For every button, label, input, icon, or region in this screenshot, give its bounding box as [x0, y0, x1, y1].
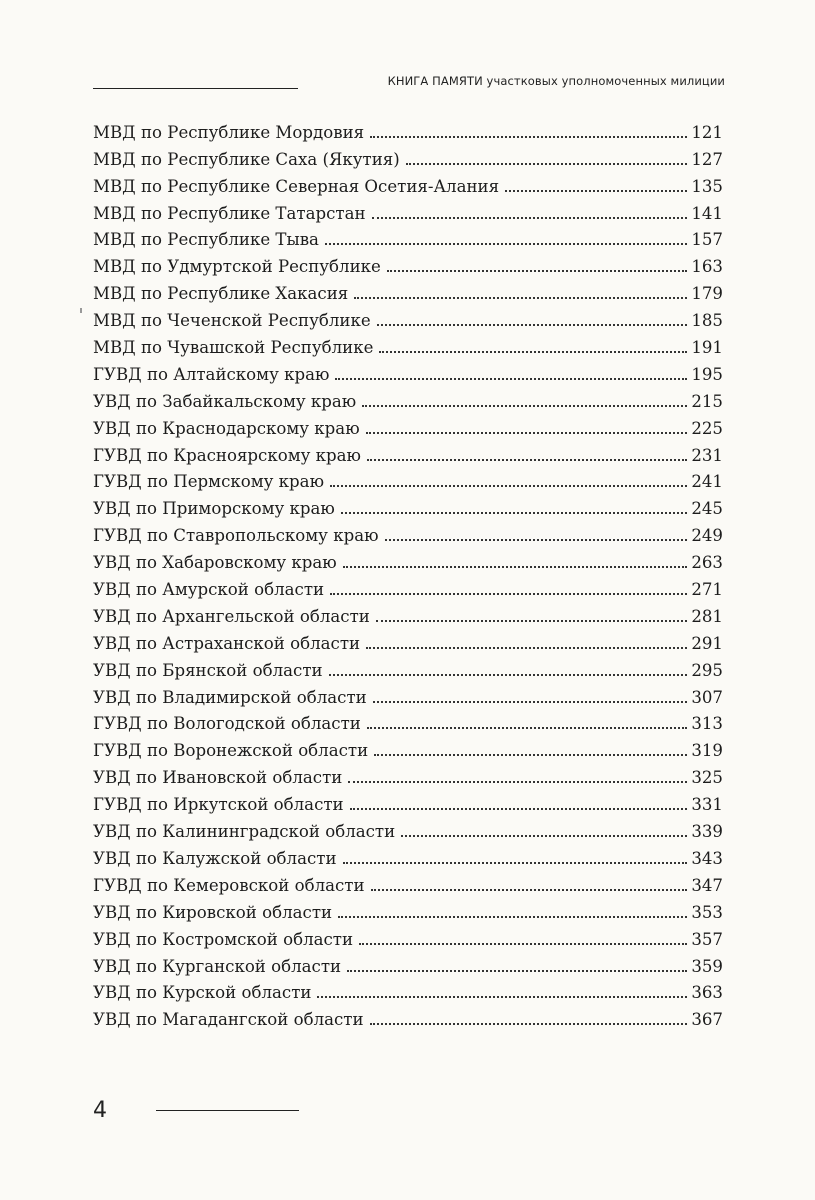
dot-leader	[385, 539, 688, 541]
toc-entry	[93, 546, 723, 573]
toc-entry	[93, 977, 723, 1004]
toc-entry	[93, 654, 723, 681]
toc-entry	[93, 950, 723, 977]
toc-entry-label: УВД по Забайкальскому краю	[93, 391, 357, 411]
toc-entry	[93, 761, 723, 788]
toc-entry-page: 215	[691, 391, 723, 411]
toc-entry-label: ГУВД по Пермскому краю	[93, 472, 325, 492]
dot-leader	[341, 512, 687, 514]
toc-entry-label: УВД по Амурской области	[93, 580, 325, 600]
dot-leader	[374, 754, 687, 756]
toc-entry	[93, 331, 723, 358]
dot-leader	[370, 136, 687, 138]
toc-entry-page: 339	[691, 822, 723, 842]
running-header-title: КНИГА ПАМЯТИ участковых уполномоченных милиции	[387, 74, 725, 88]
toc-entry-label: УВД по Ивановской области	[93, 768, 343, 788]
toc-entry	[93, 358, 723, 385]
dot-leader	[367, 459, 687, 461]
dot-leader	[373, 701, 688, 703]
toc-entry	[93, 385, 723, 412]
toc-entry	[93, 439, 723, 466]
toc-entry-page: 157	[691, 230, 723, 250]
toc-entry	[93, 412, 723, 439]
running-header	[93, 70, 725, 94]
toc-entry-label: УВД по Калининградской области	[93, 822, 396, 842]
toc-entry-label: УВД по Приморскому краю	[93, 499, 335, 519]
toc-entry	[93, 708, 723, 735]
dot-leader	[401, 835, 687, 837]
toc-entry-label: УВД по Курганской области	[93, 956, 342, 976]
toc-entry-label: УВД по Владимирской области	[93, 687, 367, 707]
toc-entry	[93, 492, 723, 519]
toc-entry-page: 121	[691, 122, 723, 142]
toc-entry-page: 353	[691, 902, 723, 922]
dot-leader	[347, 970, 687, 972]
toc-entry-label: ГУВД по Вологодской области	[93, 714, 361, 734]
dot-leader	[372, 217, 688, 219]
toc-entry-label: МВД по Удмуртской Республике	[93, 257, 381, 277]
toc-entry-page: 363	[691, 983, 723, 1003]
toc-entry-label: ГУВД по Иркутской области	[93, 795, 344, 815]
toc-entry-page: 195	[691, 364, 723, 384]
toc-entry	[93, 466, 723, 493]
dot-leader	[317, 996, 687, 998]
toc-entry-label: МВД по Республике Северная Осетия-Алания	[93, 176, 500, 196]
toc-entry	[93, 681, 723, 708]
dot-leader	[343, 862, 688, 864]
toc-entry-label: ГУВД по Ставропольскому краю	[93, 526, 379, 546]
dot-leader	[366, 647, 687, 649]
toc-entry-label: МВД по Республике Саха (Якутия)	[93, 149, 400, 169]
toc-entry	[93, 815, 723, 842]
toc-entry-label: УВД по Кировской области	[93, 902, 333, 922]
toc-entry-label: УВД по Магадангской области	[93, 1010, 364, 1030]
toc-entry-page: 135	[691, 176, 723, 196]
toc-entry-label: ГУВД по Красноярскому краю	[93, 445, 361, 465]
dot-leader	[379, 351, 687, 353]
toc-entry	[93, 170, 723, 197]
toc-entry	[93, 250, 723, 277]
toc-entry	[93, 627, 723, 654]
toc-entry-page: 249	[691, 526, 723, 546]
header-rule	[93, 88, 298, 89]
toc-entry-label: МВД по Республике Хакасия	[93, 284, 349, 304]
toc-entry-page: 347	[691, 875, 723, 895]
toc-entry-page: 359	[691, 956, 723, 976]
toc-entry-page: 343	[691, 848, 723, 868]
toc-entry-label: МВД по Чувашской Республике	[93, 338, 374, 358]
toc-entry-page: 231	[691, 445, 723, 465]
dot-leader	[376, 620, 688, 622]
toc-entry	[93, 519, 723, 546]
toc-entry-label: УВД по Курской области	[93, 983, 312, 1003]
toc-entry	[93, 143, 723, 170]
toc-entry	[93, 224, 723, 251]
dot-leader	[325, 243, 687, 245]
dot-leader	[370, 1023, 688, 1025]
toc-entry-page: 357	[691, 929, 723, 949]
toc-entry-page: 127	[691, 149, 723, 169]
table-of-contents	[93, 116, 723, 1030]
dot-leader	[343, 566, 688, 568]
toc-entry-page: 319	[691, 741, 723, 761]
toc-entry-page: 331	[691, 795, 723, 815]
toc-entry	[93, 277, 723, 304]
toc-entry	[93, 573, 723, 600]
toc-entry-label: ГУВД по Кемеровской области	[93, 875, 365, 895]
dot-leader	[387, 270, 687, 272]
toc-entry-page: 225	[691, 418, 723, 438]
footer-rule	[156, 1110, 299, 1111]
toc-entry-page: 163	[691, 257, 723, 277]
toc-entry-label: УВД по Астраханской области	[93, 633, 361, 653]
toc-entry-label: ГУВД по Алтайскому краю	[93, 364, 330, 384]
toc-entry	[93, 304, 723, 331]
toc-entry	[93, 197, 723, 224]
dot-leader	[329, 674, 688, 676]
toc-entry	[93, 869, 723, 896]
dot-leader	[406, 163, 688, 165]
toc-entry-label: УВД по Архангельской области	[93, 606, 370, 626]
dot-leader	[377, 324, 688, 326]
toc-entry-page: 245	[691, 499, 723, 519]
dot-leader	[359, 943, 687, 945]
dot-leader	[350, 808, 688, 810]
toc-entry	[93, 734, 723, 761]
dot-leader	[338, 916, 687, 918]
toc-entry-page: 281	[691, 606, 723, 626]
toc-entry	[93, 923, 723, 950]
dot-leader	[362, 405, 687, 407]
toc-entry-page: 241	[691, 472, 723, 492]
toc-entry-label: УВД по Брянской области	[93, 660, 323, 680]
toc-entry-page: 313	[691, 714, 723, 734]
dot-leader	[371, 889, 688, 891]
dot-leader	[366, 432, 688, 434]
toc-entry	[93, 116, 723, 143]
dot-leader	[505, 190, 687, 192]
toc-entry	[93, 600, 723, 627]
toc-entry-label: МВД по Республике Татарстан	[93, 203, 366, 223]
toc-entry-label: УВД по Хабаровскому краю	[93, 553, 337, 573]
toc-entry-label: УВД по Краснодарскому краю	[93, 418, 360, 438]
toc-entry-label: МВД по Республике Мордовия	[93, 122, 365, 142]
margin-mark	[80, 308, 82, 313]
toc-entry-label: ГУВД по Воронежской области	[93, 741, 369, 761]
page-number: 4	[93, 1098, 107, 1123]
toc-entry	[93, 788, 723, 815]
toc-entry-page: 185	[691, 311, 723, 331]
dot-leader	[367, 727, 687, 729]
toc-entry-label: УВД по Костромской области	[93, 929, 354, 949]
toc-entry-label: МВД по Чеченской Республике	[93, 311, 371, 331]
toc-entry	[93, 896, 723, 923]
toc-entry-label: МВД по Республике Тыва	[93, 230, 319, 250]
dot-leader	[348, 781, 687, 783]
toc-entry-page: 263	[691, 553, 723, 573]
toc-entry-page: 179	[691, 284, 723, 304]
toc-entry-page: 191	[691, 338, 723, 358]
dot-leader	[335, 378, 687, 380]
toc-entry	[93, 842, 723, 869]
toc-entry-page: 367	[691, 1010, 723, 1030]
toc-entry-page: 295	[691, 660, 723, 680]
toc-entry-page: 307	[691, 687, 723, 707]
dot-leader	[354, 297, 687, 299]
toc-entry-page: 271	[691, 580, 723, 600]
toc-entry-page: 141	[691, 203, 723, 223]
dot-leader	[330, 593, 687, 595]
toc-entry-page: 291	[691, 633, 723, 653]
dot-leader	[330, 485, 687, 487]
toc-entry-label: УВД по Калужской области	[93, 848, 337, 868]
toc-entry-page: 325	[691, 768, 723, 788]
toc-entry	[93, 1003, 723, 1030]
